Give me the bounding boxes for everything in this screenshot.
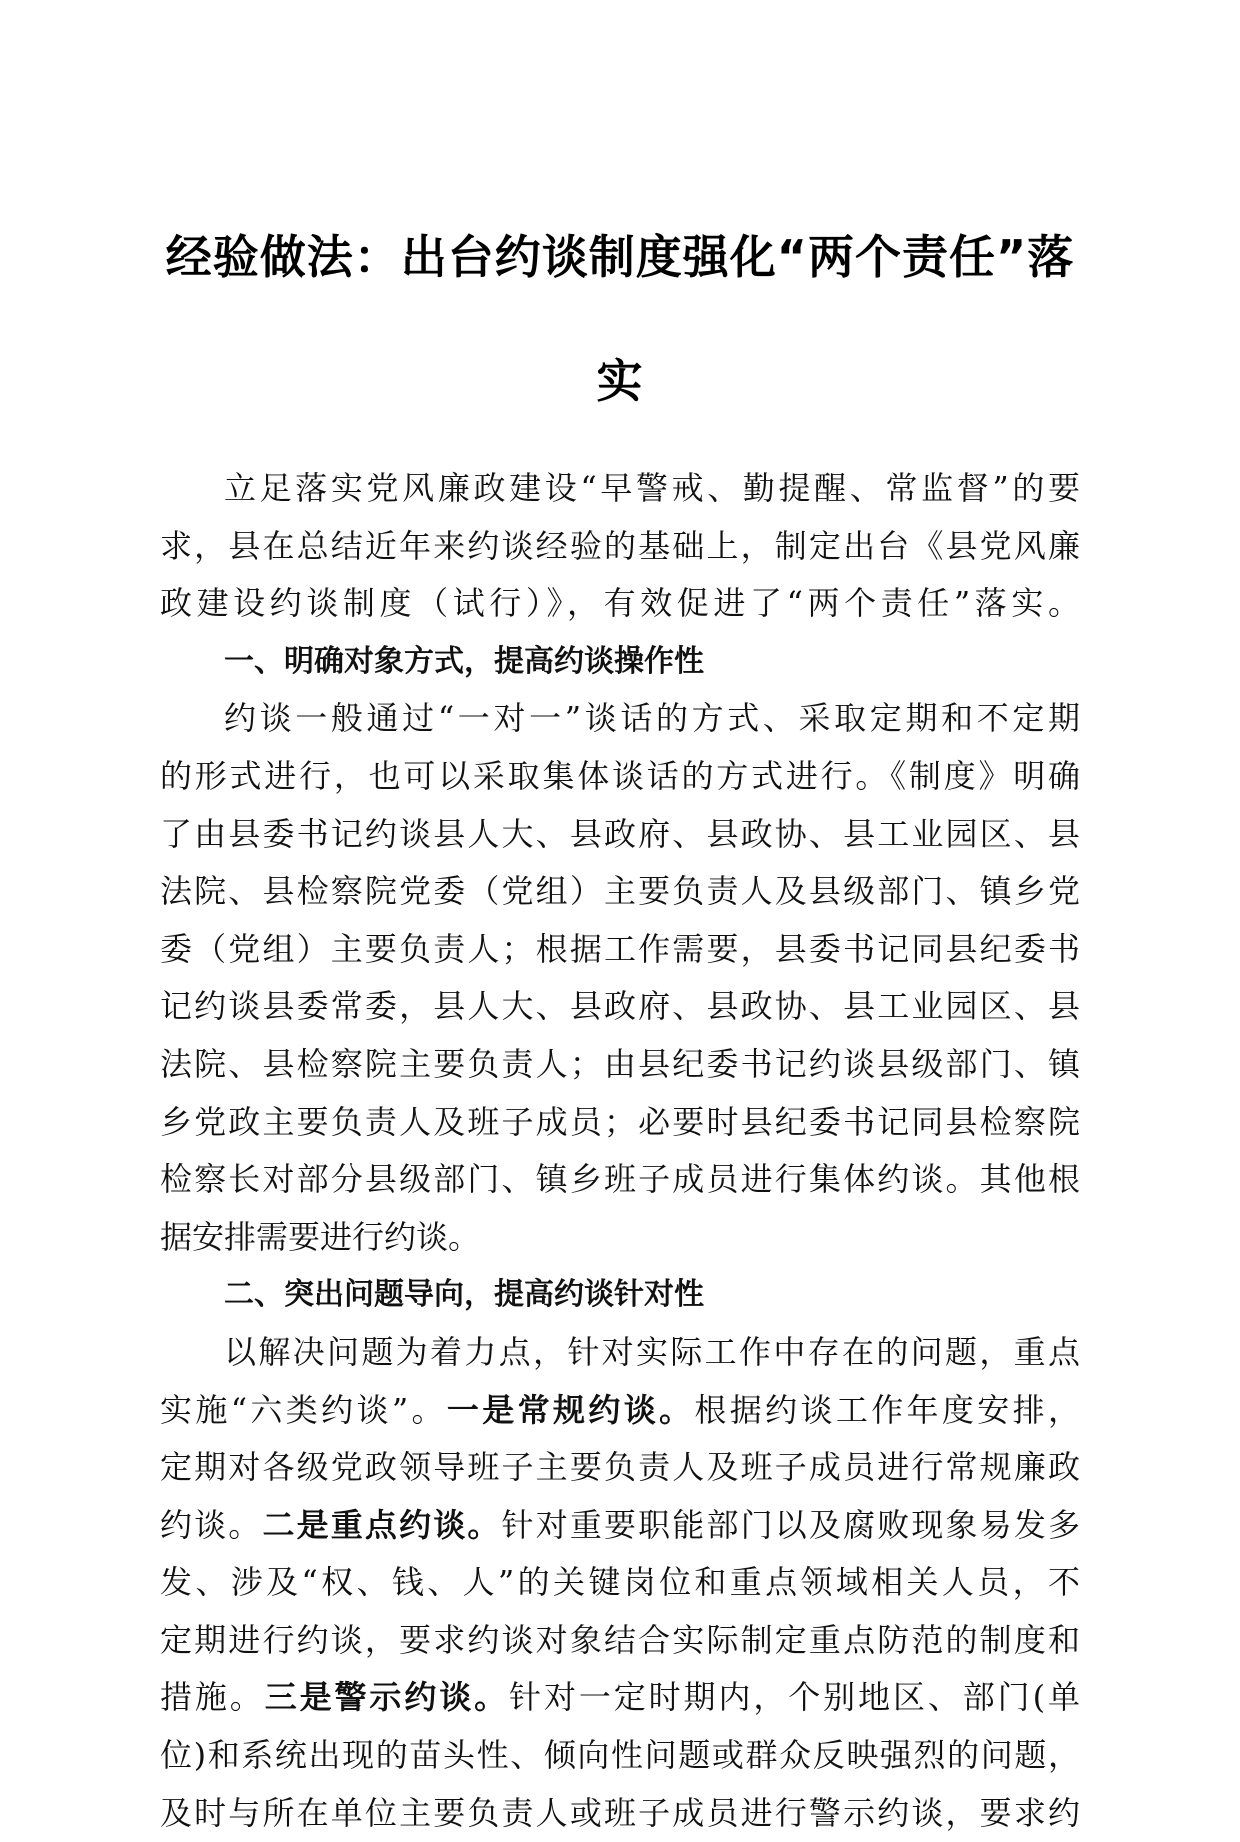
document-title-line-1: 经验做法：出台约谈制度强化“两个责任”落 — [165, 230, 1075, 284]
paragraph-line: 措施。三是警示约谈。针对一定时期内，个别地区、部门(单 — [160, 1678, 1080, 1717]
document-body — [160, 460, 1080, 1842]
paragraph-line: 法院、县检察院主要负责人；由县纪委书记约谈县级部门、镇 — [160, 1044, 1080, 1083]
paragraph-line: 约谈。二是重点约谈。针对重要职能部门以及腐败现象易发多 — [160, 1505, 1080, 1544]
paragraph-line: 以解决问题为着力点，针对实际工作中存在的问题，重点 — [224, 1332, 1080, 1371]
paragraph-line: 发、涉及“权、钱、人”的关键岗位和重点领域相关人员，不 — [160, 1563, 1080, 1602]
emphasis-text: 二是重点约谈。 — [262, 1505, 502, 1544]
paragraph-line: 约谈一般通过“一对一”谈话的方式、采取定期和不定期 — [224, 699, 1080, 738]
paragraph-line: 位)和系统出现的苗头性、倾向性问题或群众反映强烈的问题， — [160, 1736, 1080, 1775]
paragraph-line: 及时与所在单位主要负责人或班子成员进行警示约谈，要求约 — [160, 1793, 1080, 1832]
paragraph-line: 委（党组）主要负责人；根据工作需要，县委书记同县纪委书 — [160, 929, 1080, 968]
paragraph-line: 法院、县检察院党委（党组）主要负责人及县级部门、镇乡党 — [160, 872, 1080, 911]
document-title-line-2: 实 — [596, 354, 644, 408]
paragraph-line: 的形式进行，也可以采取集体谈话的方式进行。《制度》明确 — [160, 756, 1080, 795]
paragraph-line: 了由县委书记约谈县人大、县政府、县政协、县工业园区、县 — [160, 814, 1080, 853]
paragraph-line: 定期对各级党政领导班子主要负责人及班子成员进行常规廉政 — [160, 1448, 1080, 1487]
emphasis-text: 一是常规约谈。 — [446, 1390, 695, 1429]
paragraph-line: 检察长对部分县级部门、镇乡班子成员进行集体约谈。其他根 — [160, 1160, 1080, 1199]
paragraph-line: 实施“六类约谈”。一是常规约谈。根据约谈工作年度安排， — [160, 1390, 1080, 1429]
paragraph-line: 记约谈县委常委，县人大、县政府、县政协、县工业园区、县 — [160, 987, 1080, 1026]
section-heading-2: 二、突出问题导向，提高约谈针对性 — [224, 1277, 704, 1313]
emphasis-text: 三是警示约谈。 — [264, 1678, 510, 1717]
paragraph-line: 立足落实党风廉政建设“早警戒、勤提醒、常监督”的要 — [224, 469, 1080, 507]
section-heading-1: 一、明确对象方式，提高约谈操作性 — [224, 643, 704, 679]
paragraph-line: 乡党政主要负责人及班子成员；必要时县纪委书记同县检察院 — [160, 1102, 1080, 1141]
paragraph-line: 求，县在总结近年来约谈经验的基础上，制定出台《县党风廉 — [160, 526, 1080, 565]
paragraph-line: 据安排需要进行约谈。 — [160, 1217, 481, 1256]
paragraph-line: 定期进行约谈，要求约谈对象结合实际制定重点防范的制度和 — [160, 1620, 1080, 1659]
paragraph-line: 政建设约谈制度（试行）》，有效促进了“两个责任”落实。 — [160, 584, 1080, 623]
